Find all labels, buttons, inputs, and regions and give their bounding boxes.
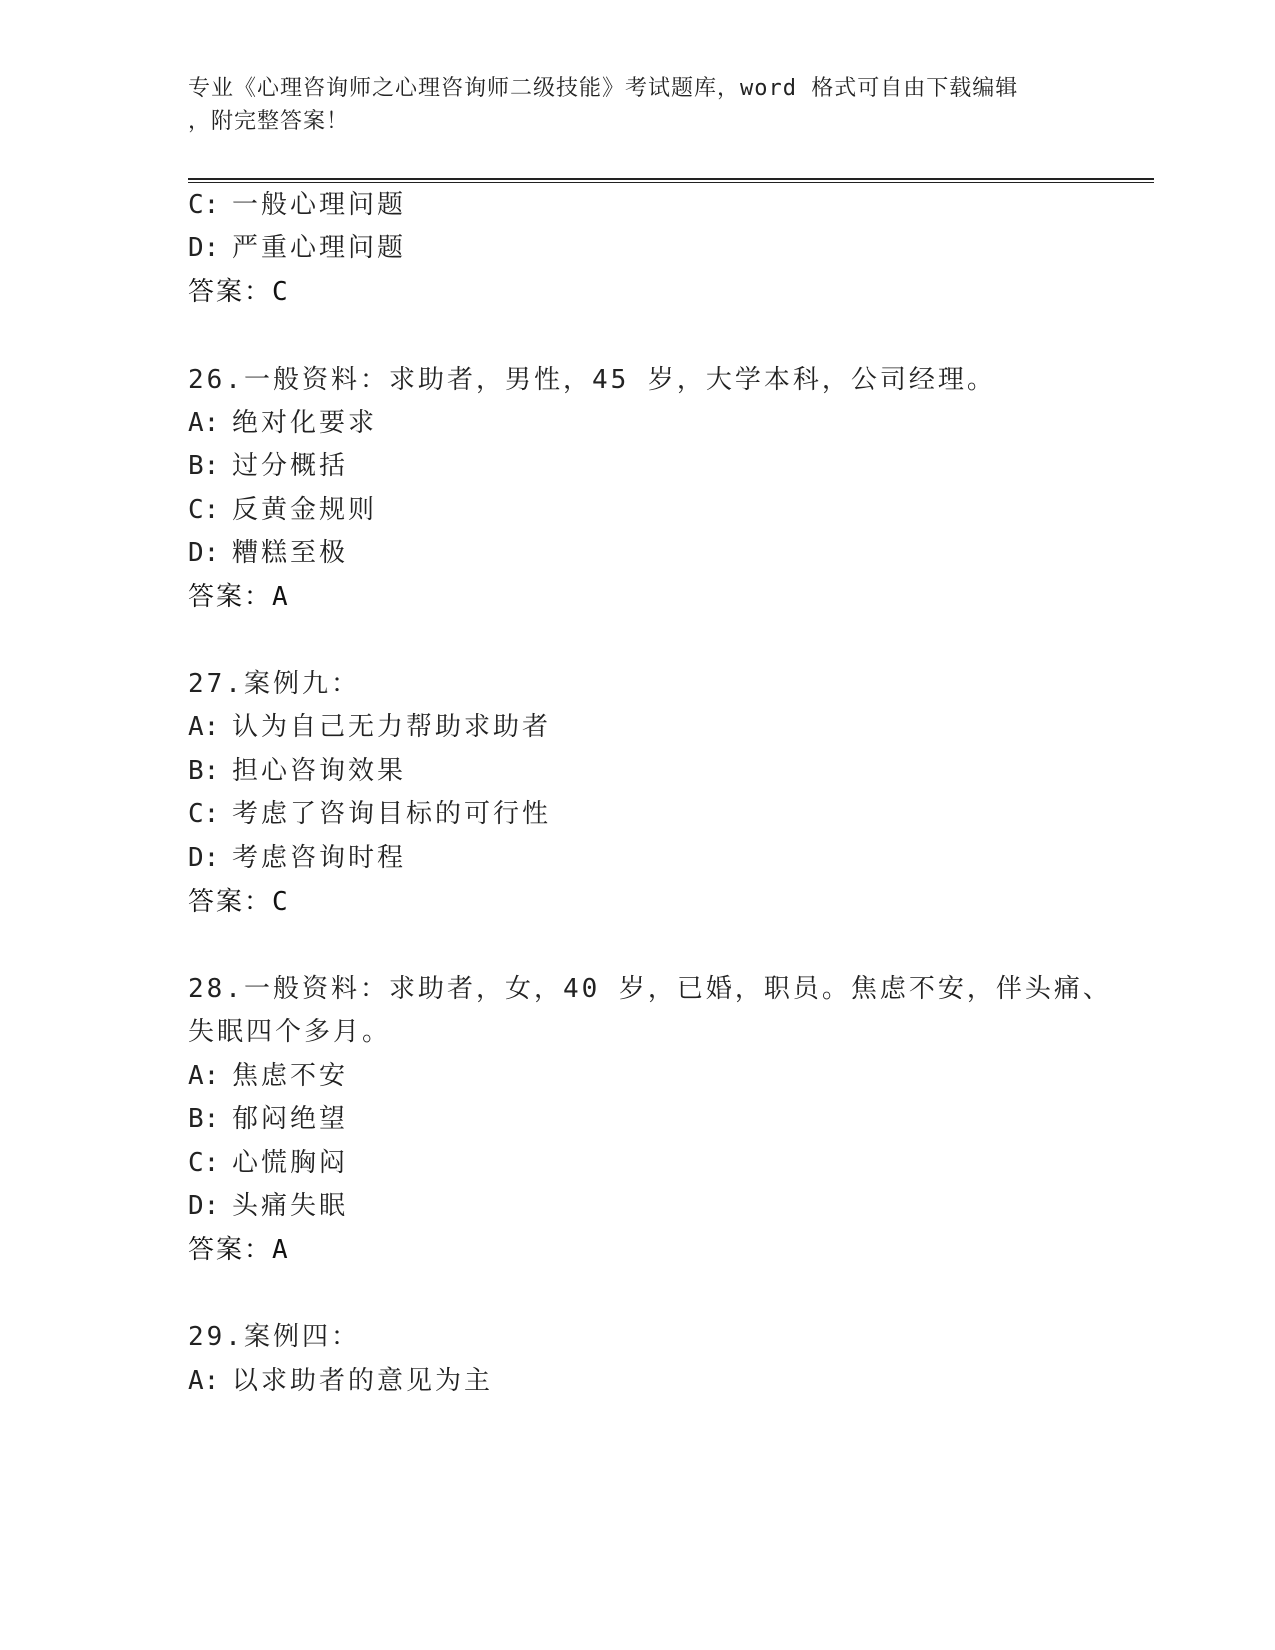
document-header	[188, 72, 1088, 138]
header-divider-thick	[188, 178, 1154, 180]
question-26-option-c: C: 反黄金规则	[188, 495, 378, 525]
question-28-option-d: D: 头痛失眠	[188, 1191, 349, 1221]
question-28-answer: 答案：A	[188, 1235, 290, 1265]
question-26-stem: 26.一般资料：求助者，男性，45 岁，大学本科，公司经理。	[188, 365, 996, 395]
question-27-option-d: D: 考虑咨询时程	[188, 843, 407, 873]
question-26-option-d: D: 糟糕至极	[188, 538, 349, 568]
question-27-option-a: A: 认为自己无力帮助求助者	[188, 712, 552, 742]
question-27-answer: 答案：C	[188, 887, 290, 917]
question-27-option-b: B: 担心咨询效果	[188, 756, 407, 786]
question-26-option-a: A: 绝对化要求	[188, 408, 378, 438]
question-28-option-c: C: 心慌胸闷	[188, 1148, 349, 1178]
header-divider-thin	[188, 182, 1154, 183]
question-28-stem-line-2: 失眠四个多月。	[188, 1017, 392, 1047]
question-27-option-c: C: 考虑了咨询目标的可行性	[188, 799, 552, 829]
question-28-option-b: B: 郁闷绝望	[188, 1104, 349, 1134]
header-line-1: 专业《心理咨询师之心理咨询师二级技能》考试题库，word 格式可自由下载编辑	[188, 76, 1019, 101]
question-27-stem: 27.案例九：	[188, 669, 360, 699]
option-d: D: 严重心理问题	[188, 233, 407, 263]
question-28-option-a: A: 焦虑不安	[188, 1061, 349, 1091]
question-28-stem-line-1: 28.一般资料：求助者，女，40 岁，已婚，职员。焦虑不安，伴头痛、	[188, 974, 1112, 1004]
question-26-answer: 答案：A	[188, 582, 290, 612]
option-c: C: 一般心理问题	[188, 190, 407, 220]
question-26-option-b: B: 过分概括	[188, 451, 349, 481]
question-29-stem: 29.案例四：	[188, 1322, 360, 1352]
question-29-option-a: A: 以求助者的意见为主	[188, 1366, 494, 1396]
answer-line: 答案：C	[188, 277, 290, 307]
header-line-2: ，附完整答案！	[188, 109, 350, 134]
